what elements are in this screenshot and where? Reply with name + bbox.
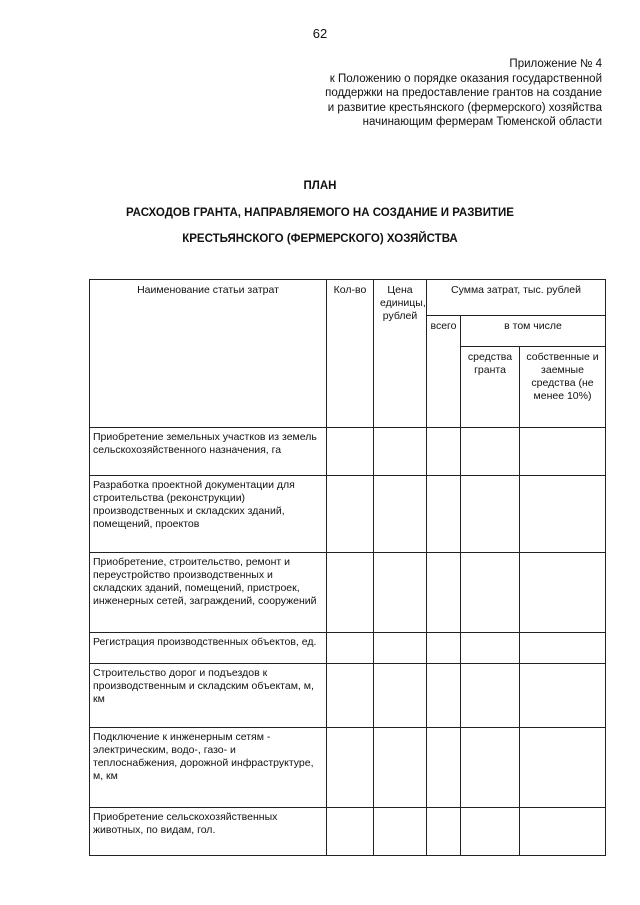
row-name: Приобретение, строительство, ремонт и переустройство производственных и складских зданий, помещений, пристроек, инженерных сетей, заграждений, сооружений xyxy=(90,553,327,633)
cell-grant xyxy=(461,428,520,476)
cell-qty xyxy=(327,808,374,856)
cell-total xyxy=(427,633,461,664)
cell-grant xyxy=(461,633,520,664)
cell-total xyxy=(427,476,461,553)
cell-price xyxy=(374,476,427,553)
cell-own xyxy=(520,476,606,553)
header-including: в том числе xyxy=(461,316,606,347)
appendix-line: и развитие крестьянского (фермерского) хозяйства xyxy=(327,101,602,114)
table-row xyxy=(90,476,606,553)
cell-price xyxy=(374,728,427,808)
cell-grant xyxy=(461,553,520,633)
header-name: Наименование статьи затрат xyxy=(90,280,327,428)
cell-own xyxy=(520,553,606,633)
cell-total xyxy=(427,553,461,633)
table-row xyxy=(90,553,606,633)
appendix-line: поддержки на предоставление грантов на создание xyxy=(325,87,602,99)
cell-grant xyxy=(461,808,520,856)
table-row xyxy=(90,428,606,476)
cell-own xyxy=(520,808,606,856)
row-name: Приобретение земельных участков из земель сельскохозяйственного назначения, га xyxy=(90,428,327,476)
costs-table xyxy=(89,279,606,856)
page-number: 62 xyxy=(312,26,328,41)
header-qty: Кол-во xyxy=(327,280,374,428)
document-title: ПЛАН xyxy=(303,180,337,192)
header-price: Цена единицы, рублей xyxy=(374,280,427,428)
header-total: всего xyxy=(427,316,461,428)
row-name: Регистрация производственных объектов, ед. xyxy=(90,633,327,664)
cell-total xyxy=(427,664,461,728)
cell-grant xyxy=(461,476,520,553)
cell-own xyxy=(520,728,606,808)
document-subtitle-2: КРЕСТЬЯНСКОГО (ФЕРМЕРСКОГО) ХОЗЯЙСТВА xyxy=(182,233,458,245)
header-own-funds: собственные и заемные средства (не менее 10%) xyxy=(520,347,606,428)
cell-own xyxy=(520,633,606,664)
appendix-note xyxy=(272,57,602,130)
cell-total xyxy=(427,728,461,808)
cell-total xyxy=(427,808,461,856)
cell-qty xyxy=(327,728,374,808)
row-name: Разработка проектной документации для строительства (реконструкции) производственных и складских зданий, помещений, проектов xyxy=(90,476,327,553)
header-sum: Сумма затрат, тыс. рублей xyxy=(427,280,606,316)
cell-own xyxy=(520,428,606,476)
cell-total xyxy=(427,428,461,476)
cell-grant xyxy=(461,664,520,728)
cell-qty xyxy=(327,633,374,664)
cell-price xyxy=(374,428,427,476)
table-row xyxy=(90,633,606,664)
appendix-line: начинающим фермерам Тюменской области xyxy=(362,116,602,128)
table-row xyxy=(90,728,606,808)
cell-price xyxy=(374,553,427,633)
cell-own xyxy=(520,664,606,728)
cell-qty xyxy=(327,553,374,633)
cell-price xyxy=(374,808,427,856)
table-row xyxy=(90,808,606,856)
document-subtitle: РАСХОДОВ ГРАНТА, НАПРАВЛЯЕМОГО НА СОЗДАНИЕ И РАЗВИТИЕ xyxy=(126,207,514,219)
appendix-line: Приложение № 4 xyxy=(509,58,602,70)
appendix-line: к Положению о порядке оказания государственной xyxy=(329,72,602,85)
cell-grant xyxy=(461,728,520,808)
row-name: Приобретение сельскохозяйственных животных, по видам, гол. xyxy=(90,808,327,856)
row-name: Подключение к инженерным сетям - электрическим, водо-, газо- и теплоснабжения, дорожной инфраструктуре, м, км xyxy=(90,728,327,808)
table-row xyxy=(90,664,606,728)
cell-price xyxy=(374,633,427,664)
cell-qty xyxy=(327,428,374,476)
cell-price xyxy=(374,664,427,728)
row-name: Строительство дорог и подъездов к производственным и складским объектам, м, км xyxy=(90,664,327,728)
header-grant-funds: средства гранта xyxy=(461,347,520,428)
cell-qty xyxy=(327,476,374,553)
cell-qty xyxy=(327,664,374,728)
